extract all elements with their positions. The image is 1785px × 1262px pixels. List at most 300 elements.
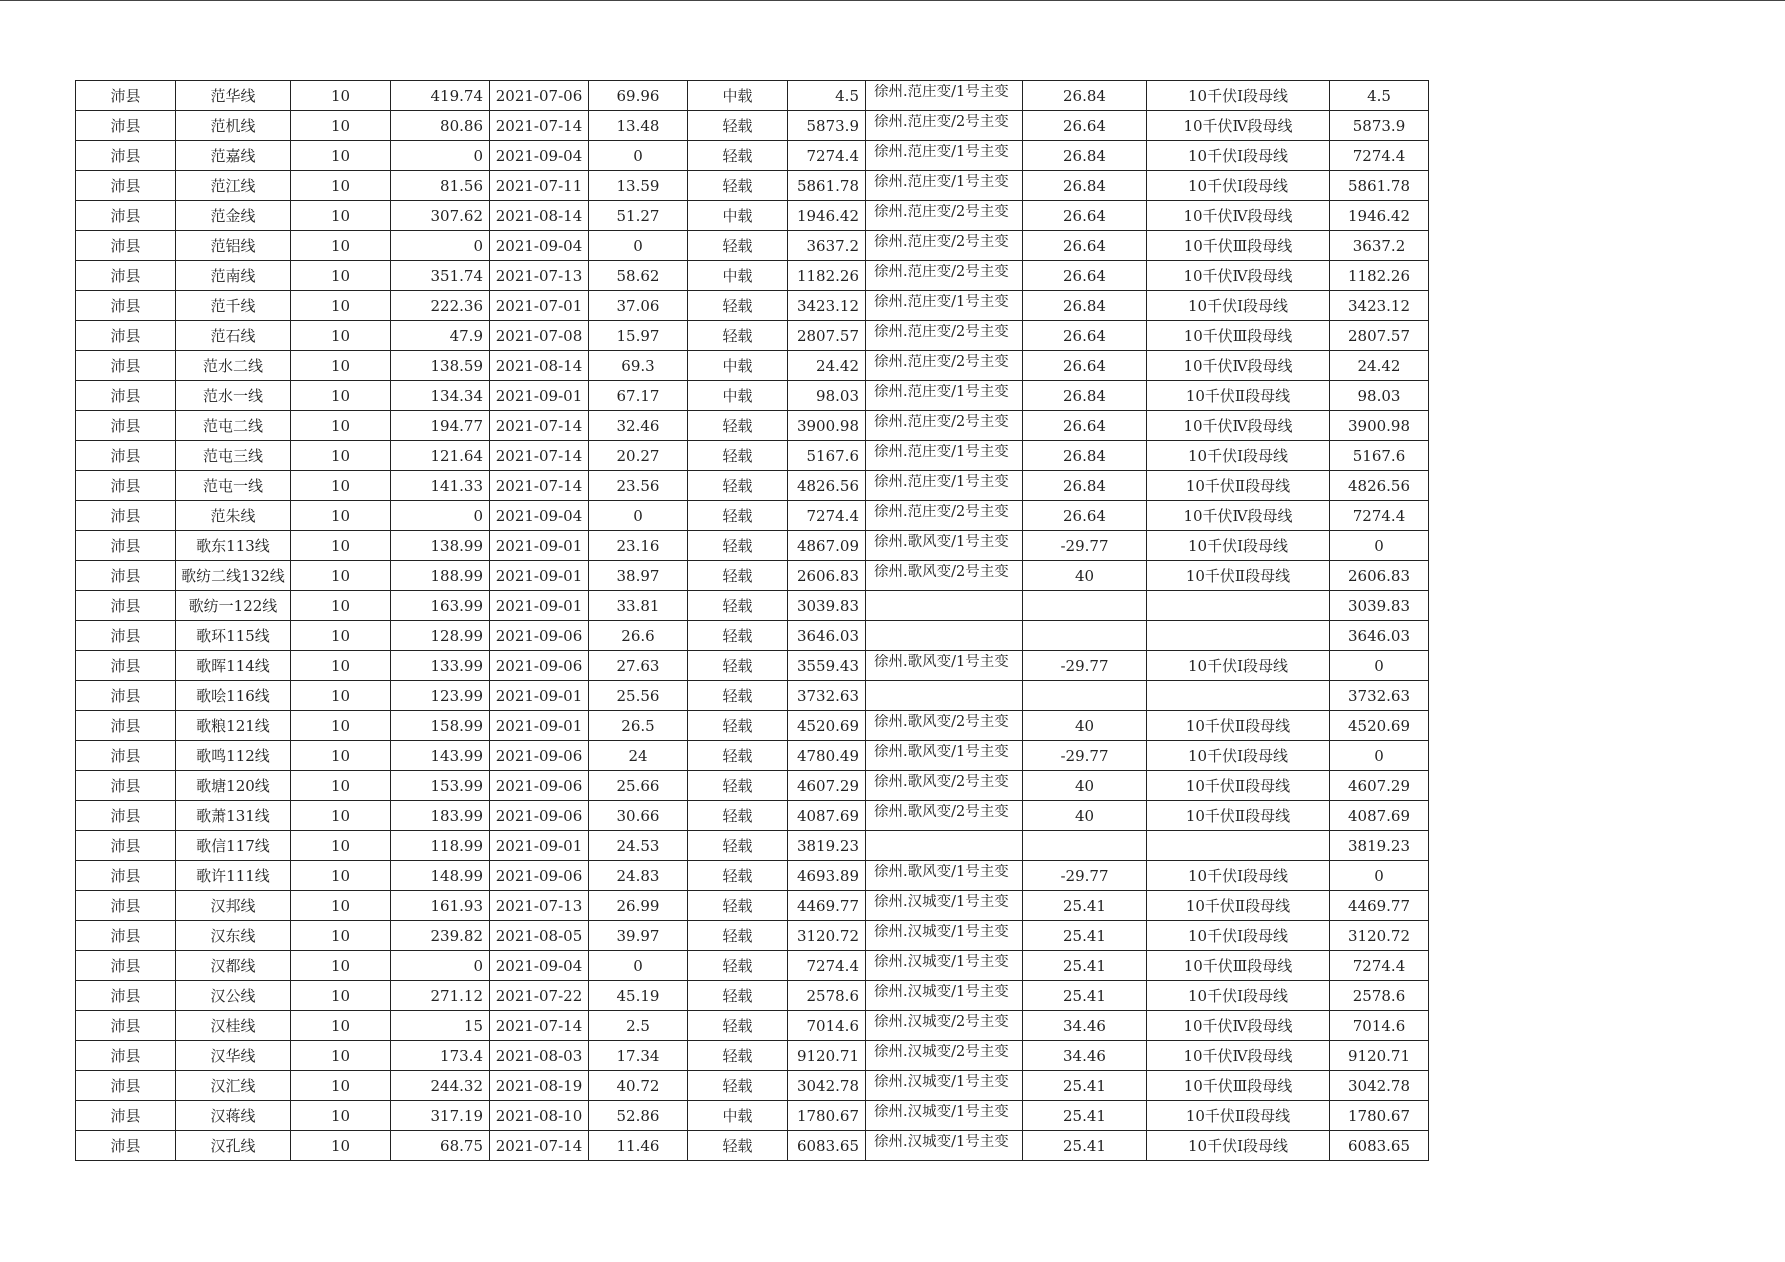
load-cell: 141.33 xyxy=(391,471,490,501)
load-cell: 128.99 xyxy=(391,621,490,651)
transformer-value-cell: 25.41 xyxy=(1023,1101,1147,1131)
substation-transformer-cell xyxy=(866,621,1023,651)
substation-transformer-cell xyxy=(866,1071,1023,1101)
line-name-cell: 歌东113线 xyxy=(176,531,291,561)
county-cell: 沛县 xyxy=(76,1041,176,1071)
substation-transformer-cell xyxy=(866,501,1023,531)
available-capacity-cell: 4780.49 xyxy=(788,741,866,771)
load-status-cell: 轻载 xyxy=(688,621,788,651)
county-cell: 沛县 xyxy=(76,591,176,621)
voltage-cell: 10 xyxy=(291,441,391,471)
date-cell: 2021-09-01 xyxy=(490,531,589,561)
substation-transformer-cell xyxy=(866,81,1023,111)
busbar-cell: 10千伏Ⅳ段母线 xyxy=(1147,261,1330,291)
available-capacity-cell: 7274.4 xyxy=(788,951,866,981)
date-cell: 2021-09-04 xyxy=(490,501,589,531)
busbar-cell: 10千伏Ⅱ段母线 xyxy=(1147,771,1330,801)
substation-transformer-cell xyxy=(866,681,1023,711)
final-capacity-cell: 0 xyxy=(1330,861,1429,891)
load-status-cell: 轻载 xyxy=(688,171,788,201)
substation-transformer-text: 徐州.范庄变/1号主变 xyxy=(874,444,1009,460)
available-capacity-cell: 3423.12 xyxy=(788,291,866,321)
county-cell: 沛县 xyxy=(76,351,176,381)
load-status-cell: 中载 xyxy=(688,1101,788,1131)
date-cell: 2021-07-11 xyxy=(490,171,589,201)
transformer-value-cell: -29.77 xyxy=(1023,861,1147,891)
substation-transformer-text: 徐州.范庄变/2号主变 xyxy=(874,324,1009,340)
transformer-value-cell: 25.41 xyxy=(1023,921,1147,951)
available-capacity-cell: 4.5 xyxy=(788,81,866,111)
county-cell: 沛县 xyxy=(76,1011,176,1041)
final-capacity-cell: 3900.98 xyxy=(1330,411,1429,441)
county-cell: 沛县 xyxy=(76,261,176,291)
rate-cell: 39.97 xyxy=(589,921,688,951)
line-name-cell: 范嘉线 xyxy=(176,141,291,171)
transformer-value-cell: -29.77 xyxy=(1023,651,1147,681)
rate-cell: 13.48 xyxy=(589,111,688,141)
table-row xyxy=(76,201,1429,231)
date-cell: 2021-07-06 xyxy=(490,81,589,111)
date-cell: 2021-07-14 xyxy=(490,1131,589,1161)
transformer-value-cell: 25.41 xyxy=(1023,1071,1147,1101)
load-status-cell: 中载 xyxy=(688,261,788,291)
transformer-value-cell: 26.84 xyxy=(1023,141,1147,171)
final-capacity-cell: 24.42 xyxy=(1330,351,1429,381)
rate-cell: 32.46 xyxy=(589,411,688,441)
rate-cell: 52.86 xyxy=(589,1101,688,1131)
rate-cell: 26.6 xyxy=(589,621,688,651)
load-status-cell: 轻载 xyxy=(688,531,788,561)
table-row xyxy=(76,921,1429,951)
rate-cell: 0 xyxy=(589,951,688,981)
rate-cell: 37.06 xyxy=(589,291,688,321)
substation-transformer-text: 徐州.汉城变/1号主变 xyxy=(874,1134,1009,1150)
busbar-cell: 10千伏Ⅱ段母线 xyxy=(1147,1101,1330,1131)
substation-transformer-cell xyxy=(866,981,1023,1011)
line-name-cell: 范屯三线 xyxy=(176,441,291,471)
table-row xyxy=(76,81,1429,111)
county-cell: 沛县 xyxy=(76,861,176,891)
available-capacity-cell: 4520.69 xyxy=(788,711,866,741)
available-capacity-cell: 4607.29 xyxy=(788,771,866,801)
busbar-cell: 10千伏Ⅱ段母线 xyxy=(1147,381,1330,411)
load-status-cell: 轻载 xyxy=(688,741,788,771)
rate-cell: 38.97 xyxy=(589,561,688,591)
line-name-cell: 汉公线 xyxy=(176,981,291,1011)
table-row xyxy=(76,951,1429,981)
rate-cell: 24.53 xyxy=(589,831,688,861)
table-row xyxy=(76,591,1429,621)
load-status-cell: 轻载 xyxy=(688,441,788,471)
transformer-value-cell xyxy=(1023,621,1147,651)
load-cell: 161.93 xyxy=(391,891,490,921)
busbar-cell: 10千伏Ⅲ段母线 xyxy=(1147,231,1330,261)
load-cell: 143.99 xyxy=(391,741,490,771)
load-status-cell: 轻载 xyxy=(688,411,788,441)
substation-transformer-cell xyxy=(866,741,1023,771)
table-row xyxy=(76,141,1429,171)
load-status-cell: 轻载 xyxy=(688,861,788,891)
voltage-cell: 10 xyxy=(291,681,391,711)
voltage-cell: 10 xyxy=(291,531,391,561)
substation-transformer-cell xyxy=(866,111,1023,141)
substation-transformer-text: 徐州.范庄变/2号主变 xyxy=(874,204,1009,220)
transformer-value-cell: 26.84 xyxy=(1023,81,1147,111)
voltage-cell: 10 xyxy=(291,591,391,621)
busbar-cell: 10千伏Ⅱ段母线 xyxy=(1147,711,1330,741)
load-status-cell: 轻载 xyxy=(688,771,788,801)
load-cell: 121.64 xyxy=(391,441,490,471)
busbar-cell: 10千伏Ⅰ段母线 xyxy=(1147,441,1330,471)
voltage-cell: 10 xyxy=(291,921,391,951)
table-row xyxy=(76,1131,1429,1161)
voltage-cell: 10 xyxy=(291,201,391,231)
transformer-value-cell: 25.41 xyxy=(1023,981,1147,1011)
county-cell: 沛县 xyxy=(76,951,176,981)
rate-cell: 40.72 xyxy=(589,1071,688,1101)
busbar-cell: 10千伏Ⅱ段母线 xyxy=(1147,801,1330,831)
line-name-cell: 歌塘120线 xyxy=(176,771,291,801)
voltage-cell: 10 xyxy=(291,291,391,321)
substation-transformer-text: 徐州.范庄变/1号主变 xyxy=(874,144,1009,160)
busbar-cell: 10千伏Ⅲ段母线 xyxy=(1147,1071,1330,1101)
transformer-value-cell: -29.77 xyxy=(1023,741,1147,771)
date-cell: 2021-09-01 xyxy=(490,381,589,411)
final-capacity-cell: 1182.26 xyxy=(1330,261,1429,291)
transformer-value-cell: 26.64 xyxy=(1023,111,1147,141)
voltage-cell: 10 xyxy=(291,891,391,921)
line-name-cell: 范江线 xyxy=(176,171,291,201)
transformer-value-cell: 26.84 xyxy=(1023,471,1147,501)
line-name-cell: 歌晖114线 xyxy=(176,651,291,681)
load-cell: 0 xyxy=(391,141,490,171)
busbar-cell: 10千伏Ⅰ段母线 xyxy=(1147,531,1330,561)
substation-transformer-cell xyxy=(866,951,1023,981)
final-capacity-cell: 7274.4 xyxy=(1330,951,1429,981)
final-capacity-cell: 0 xyxy=(1330,531,1429,561)
final-capacity-cell: 6083.65 xyxy=(1330,1131,1429,1161)
date-cell: 2021-08-19 xyxy=(490,1071,589,1101)
final-capacity-cell: 7274.4 xyxy=(1330,141,1429,171)
rate-cell: 67.17 xyxy=(589,381,688,411)
county-cell: 沛县 xyxy=(76,681,176,711)
load-status-cell: 轻载 xyxy=(688,501,788,531)
substation-transformer-text xyxy=(874,684,1022,710)
voltage-cell: 10 xyxy=(291,171,391,201)
load-status-cell: 中载 xyxy=(688,351,788,381)
substation-transformer-cell xyxy=(866,891,1023,921)
transformer-value-cell: 26.64 xyxy=(1023,411,1147,441)
substation-transformer-cell xyxy=(866,471,1023,501)
date-cell: 2021-09-06 xyxy=(490,861,589,891)
substation-transformer-text: 徐州.汉城变/1号主变 xyxy=(874,1074,1009,1090)
line-name-cell: 汉邦线 xyxy=(176,891,291,921)
load-status-cell: 轻载 xyxy=(688,561,788,591)
transformer-value-cell xyxy=(1023,591,1147,621)
available-capacity-cell: 7014.6 xyxy=(788,1011,866,1041)
line-name-cell: 汉蒋线 xyxy=(176,1101,291,1131)
county-cell: 沛县 xyxy=(76,561,176,591)
load-status-cell: 轻载 xyxy=(688,1041,788,1071)
available-capacity-cell: 4867.09 xyxy=(788,531,866,561)
load-cell: 183.99 xyxy=(391,801,490,831)
voltage-cell: 10 xyxy=(291,951,391,981)
voltage-cell: 10 xyxy=(291,81,391,111)
rate-cell: 26.99 xyxy=(589,891,688,921)
county-cell: 沛县 xyxy=(76,471,176,501)
final-capacity-cell: 4087.69 xyxy=(1330,801,1429,831)
substation-transformer-text: 徐州.汉城变/1号主变 xyxy=(874,1104,1009,1120)
transformer-value-cell: 40 xyxy=(1023,561,1147,591)
rate-cell: 26.5 xyxy=(589,711,688,741)
transformer-value-cell: 26.84 xyxy=(1023,171,1147,201)
table-row xyxy=(76,261,1429,291)
final-capacity-cell: 3819.23 xyxy=(1330,831,1429,861)
load-cell: 0 xyxy=(391,231,490,261)
line-name-cell: 歌鸣112线 xyxy=(176,741,291,771)
rate-cell: 2.5 xyxy=(589,1011,688,1041)
final-capacity-cell: 3039.83 xyxy=(1330,591,1429,621)
table-row xyxy=(76,531,1429,561)
transformer-value-cell: 40 xyxy=(1023,771,1147,801)
final-capacity-cell: 5861.78 xyxy=(1330,171,1429,201)
substation-transformer-cell xyxy=(866,351,1023,381)
substation-transformer-text: 徐州.范庄变/2号主变 xyxy=(874,414,1009,430)
available-capacity-cell: 2807.57 xyxy=(788,321,866,351)
load-cell: 194.77 xyxy=(391,411,490,441)
county-cell: 沛县 xyxy=(76,1101,176,1131)
busbar-cell: 10千伏Ⅰ段母线 xyxy=(1147,651,1330,681)
busbar-cell: 10千伏Ⅳ段母线 xyxy=(1147,201,1330,231)
substation-transformer-cell xyxy=(866,441,1023,471)
county-cell: 沛县 xyxy=(76,621,176,651)
final-capacity-cell: 3646.03 xyxy=(1330,621,1429,651)
date-cell: 2021-09-06 xyxy=(490,621,589,651)
rate-cell: 0 xyxy=(589,231,688,261)
line-name-cell: 汉东线 xyxy=(176,921,291,951)
load-cell: 0 xyxy=(391,951,490,981)
load-cell: 158.99 xyxy=(391,711,490,741)
final-capacity-cell: 7014.6 xyxy=(1330,1011,1429,1041)
final-capacity-cell: 3120.72 xyxy=(1330,921,1429,951)
date-cell: 2021-07-14 xyxy=(490,441,589,471)
available-capacity-cell: 3039.83 xyxy=(788,591,866,621)
rate-cell: 25.56 xyxy=(589,681,688,711)
date-cell: 2021-07-13 xyxy=(490,891,589,921)
busbar-cell: 10千伏Ⅳ段母线 xyxy=(1147,1041,1330,1071)
busbar-cell: 10千伏Ⅳ段母线 xyxy=(1147,1011,1330,1041)
busbar-cell: 10千伏Ⅲ段母线 xyxy=(1147,321,1330,351)
table-row xyxy=(76,1041,1429,1071)
available-capacity-cell: 5873.9 xyxy=(788,111,866,141)
substation-transformer-cell xyxy=(866,1101,1023,1131)
busbar-cell xyxy=(1147,681,1330,711)
line-name-cell: 范金线 xyxy=(176,201,291,231)
load-cell: 148.99 xyxy=(391,861,490,891)
line-name-cell: 歌环115线 xyxy=(176,621,291,651)
substation-transformer-text: 徐州.范庄变/1号主变 xyxy=(874,384,1009,400)
rate-cell: 20.27 xyxy=(589,441,688,471)
transformer-value-cell: 26.84 xyxy=(1023,441,1147,471)
load-status-cell: 中载 xyxy=(688,381,788,411)
voltage-cell: 10 xyxy=(291,1131,391,1161)
load-cell: 188.99 xyxy=(391,561,490,591)
county-cell: 沛县 xyxy=(76,801,176,831)
table-row xyxy=(76,771,1429,801)
substation-transformer-cell xyxy=(866,651,1023,681)
load-cell: 222.36 xyxy=(391,291,490,321)
load-status-cell: 轻载 xyxy=(688,1131,788,1161)
available-capacity-cell: 1182.26 xyxy=(788,261,866,291)
substation-transformer-cell xyxy=(866,591,1023,621)
line-name-cell: 范南线 xyxy=(176,261,291,291)
busbar-cell: 10千伏Ⅰ段母线 xyxy=(1147,981,1330,1011)
substation-transformer-cell xyxy=(866,531,1023,561)
load-status-cell: 轻载 xyxy=(688,711,788,741)
load-cell: 138.59 xyxy=(391,351,490,381)
substation-transformer-text: 徐州.歌风变/2号主变 xyxy=(874,774,1009,790)
available-capacity-cell: 4693.89 xyxy=(788,861,866,891)
county-cell: 沛县 xyxy=(76,201,176,231)
available-capacity-cell: 3637.2 xyxy=(788,231,866,261)
load-status-cell: 轻载 xyxy=(688,1071,788,1101)
substation-transformer-cell xyxy=(866,171,1023,201)
final-capacity-cell: 3423.12 xyxy=(1330,291,1429,321)
substation-transformer-text: 徐州.汉城变/1号主变 xyxy=(874,984,1009,1000)
substation-transformer-text: 徐州.歌风变/1号主变 xyxy=(874,654,1009,670)
substation-transformer-cell xyxy=(866,561,1023,591)
voltage-cell: 10 xyxy=(291,771,391,801)
date-cell: 2021-08-10 xyxy=(490,1101,589,1131)
transformer-value-cell: 26.64 xyxy=(1023,261,1147,291)
substation-transformer-text: 徐州.范庄变/2号主变 xyxy=(874,354,1009,370)
table-row xyxy=(76,501,1429,531)
substation-transformer-text: 徐州.歌风变/1号主变 xyxy=(874,534,1009,550)
transformer-value-cell: 26.84 xyxy=(1023,291,1147,321)
substation-transformer-text: 徐州.范庄变/1号主变 xyxy=(874,174,1009,190)
county-cell: 沛县 xyxy=(76,981,176,1011)
rate-cell: 13.59 xyxy=(589,171,688,201)
substation-transformer-cell xyxy=(866,711,1023,741)
transformer-value-cell: 34.46 xyxy=(1023,1011,1147,1041)
county-cell: 沛县 xyxy=(76,771,176,801)
voltage-cell: 10 xyxy=(291,321,391,351)
load-cell: 153.99 xyxy=(391,771,490,801)
county-cell: 沛县 xyxy=(76,171,176,201)
voltage-cell: 10 xyxy=(291,471,391,501)
county-cell: 沛县 xyxy=(76,501,176,531)
substation-transformer-cell xyxy=(866,231,1023,261)
substation-transformer-text: 徐州.歌风变/2号主变 xyxy=(874,804,1009,820)
rate-cell: 25.66 xyxy=(589,771,688,801)
table-row xyxy=(76,1011,1429,1041)
line-name-cell: 范千线 xyxy=(176,291,291,321)
date-cell: 2021-09-06 xyxy=(490,741,589,771)
load-status-cell: 轻载 xyxy=(688,231,788,261)
load-cell: 173.4 xyxy=(391,1041,490,1071)
load-status-cell: 轻载 xyxy=(688,891,788,921)
transformer-value-cell: 25.41 xyxy=(1023,951,1147,981)
voltage-cell: 10 xyxy=(291,651,391,681)
substation-transformer-cell xyxy=(866,261,1023,291)
load-status-cell: 轻载 xyxy=(688,291,788,321)
final-capacity-cell: 4826.56 xyxy=(1330,471,1429,501)
county-cell: 沛县 xyxy=(76,921,176,951)
line-name-cell: 歌纺一122线 xyxy=(176,591,291,621)
rate-cell: 51.27 xyxy=(589,201,688,231)
table-row xyxy=(76,741,1429,771)
voltage-cell: 10 xyxy=(291,141,391,171)
final-capacity-cell: 7274.4 xyxy=(1330,501,1429,531)
available-capacity-cell: 4469.77 xyxy=(788,891,866,921)
available-capacity-cell: 1946.42 xyxy=(788,201,866,231)
substation-transformer-cell xyxy=(866,321,1023,351)
substation-transformer-text: 徐州.歌风变/2号主变 xyxy=(874,714,1009,730)
voltage-cell: 10 xyxy=(291,621,391,651)
voltage-cell: 10 xyxy=(291,741,391,771)
final-capacity-cell: 0 xyxy=(1330,651,1429,681)
final-capacity-cell: 0 xyxy=(1330,741,1429,771)
load-cell: 138.99 xyxy=(391,531,490,561)
load-status-cell: 轻载 xyxy=(688,321,788,351)
rate-cell: 24 xyxy=(589,741,688,771)
voltage-cell: 10 xyxy=(291,111,391,141)
load-status-cell: 轻载 xyxy=(688,141,788,171)
date-cell: 2021-09-01 xyxy=(490,711,589,741)
voltage-cell: 10 xyxy=(291,231,391,261)
available-capacity-cell: 98.03 xyxy=(788,381,866,411)
substation-transformer-text xyxy=(874,624,1022,650)
rate-cell: 58.62 xyxy=(589,261,688,291)
final-capacity-cell: 5873.9 xyxy=(1330,111,1429,141)
available-capacity-cell: 4826.56 xyxy=(788,471,866,501)
table-row xyxy=(76,1071,1429,1101)
line-name-cell: 歌许111线 xyxy=(176,861,291,891)
voltage-cell: 10 xyxy=(291,261,391,291)
load-cell: 133.99 xyxy=(391,651,490,681)
rate-cell: 24.83 xyxy=(589,861,688,891)
available-capacity-cell: 5861.78 xyxy=(788,171,866,201)
substation-transformer-cell xyxy=(866,921,1023,951)
final-capacity-cell: 3637.2 xyxy=(1330,231,1429,261)
county-cell: 沛县 xyxy=(76,441,176,471)
load-cell: 317.19 xyxy=(391,1101,490,1131)
line-name-cell: 范朱线 xyxy=(176,501,291,531)
line-name-cell: 范屯二线 xyxy=(176,411,291,441)
load-cell: 80.86 xyxy=(391,111,490,141)
date-cell: 2021-07-14 xyxy=(490,111,589,141)
date-cell: 2021-08-14 xyxy=(490,351,589,381)
voltage-cell: 10 xyxy=(291,861,391,891)
transformer-value-cell: 26.84 xyxy=(1023,381,1147,411)
line-name-cell: 歌哙116线 xyxy=(176,681,291,711)
county-cell: 沛县 xyxy=(76,81,176,111)
line-name-cell: 范屯一线 xyxy=(176,471,291,501)
rate-cell: 27.63 xyxy=(589,651,688,681)
county-cell: 沛县 xyxy=(76,1131,176,1161)
date-cell: 2021-07-22 xyxy=(490,981,589,1011)
date-cell: 2021-07-08 xyxy=(490,321,589,351)
substation-transformer-cell xyxy=(866,1011,1023,1041)
load-cell: 118.99 xyxy=(391,831,490,861)
date-cell: 2021-08-03 xyxy=(490,1041,589,1071)
load-status-cell: 轻载 xyxy=(688,651,788,681)
transformer-value-cell: 40 xyxy=(1023,801,1147,831)
date-cell: 2021-09-04 xyxy=(490,231,589,261)
line-name-cell: 范华线 xyxy=(176,81,291,111)
rate-cell: 45.19 xyxy=(589,981,688,1011)
county-cell: 沛县 xyxy=(76,891,176,921)
